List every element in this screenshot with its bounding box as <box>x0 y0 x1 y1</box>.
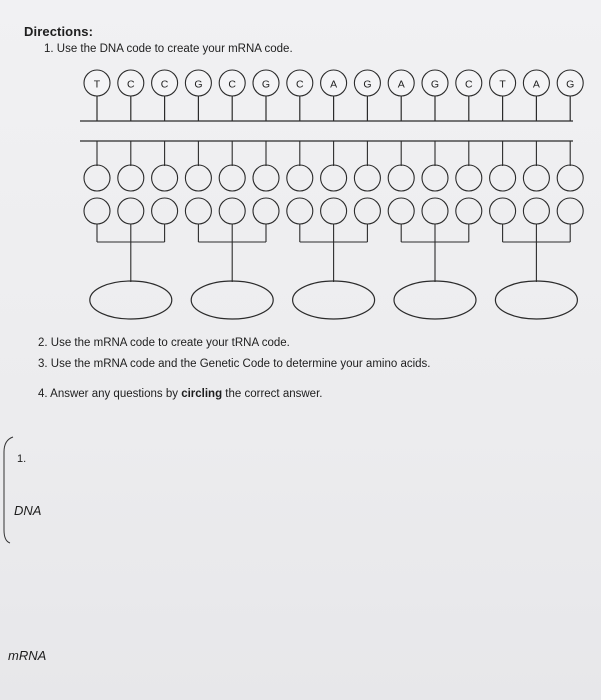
step-1-text: 1. Use the DNA code to create your mRNA code. <box>44 43 293 55</box>
trna-base-circle <box>152 198 178 224</box>
trna-base-circle <box>118 198 144 224</box>
amino-acid-ovals <box>90 262 578 319</box>
trna-base-circle <box>557 198 583 224</box>
dna-base-letter: G <box>261 78 271 91</box>
amino-acid-oval <box>191 281 273 319</box>
step-4-bold-word: circling <box>181 388 223 400</box>
trna-base-circle <box>253 198 279 224</box>
mrna-base-circle <box>219 165 245 191</box>
dna-base-letter: A <box>330 78 338 91</box>
directions-heading: Directions: <box>24 24 94 39</box>
dna-base-letter: T <box>93 78 101 91</box>
mrna-base-circle <box>253 165 279 191</box>
mrna-base-circle <box>523 165 549 191</box>
step-4-prefix: 4. Answer any questions by <box>38 388 182 400</box>
trna-base-circle <box>321 198 347 224</box>
trna-base-circle <box>456 198 482 224</box>
dna-base-letter: G <box>430 78 440 91</box>
trna-base-circle <box>422 198 448 224</box>
step-4-text <box>38 388 322 400</box>
dna-strand <box>84 70 583 121</box>
mrna-base-circle <box>422 165 448 191</box>
dna-base-letter: C <box>127 78 135 91</box>
mrna-base-circle <box>152 165 178 191</box>
dna-base-letter: G <box>194 78 203 91</box>
trna-base-circle <box>354 198 380 224</box>
dna-base-letter: C <box>160 78 169 91</box>
step-2-text: 2. Use the mRNA code to create your tRNA code. <box>38 337 290 349</box>
dna-base-letter: A <box>532 78 540 91</box>
mrna-base-circle <box>557 165 583 191</box>
mrna-base-circle <box>84 165 110 191</box>
mrna-base-circle <box>490 165 516 191</box>
dna-base-letter: G <box>363 78 372 91</box>
step-3-text: 3. Use the mRNA code and the Genetic Code to determine your amino acids. <box>38 358 431 370</box>
mrna-base-circle <box>321 165 347 191</box>
trna-base-circle <box>523 198 549 224</box>
trna-base-circle <box>185 198 211 224</box>
dna-base-letter: C <box>465 78 473 91</box>
trna-base-circle <box>388 198 414 224</box>
dna-label: DNA <box>14 503 42 518</box>
trna-strand <box>84 198 583 262</box>
trna-base-circle <box>287 198 313 224</box>
step-4-suffix: the correct answer. <box>222 388 323 400</box>
dna-base-letter: T <box>499 78 506 91</box>
dna-base-letter: A <box>397 78 405 91</box>
amino-acid-oval <box>495 281 577 319</box>
amino-acid-oval <box>90 281 172 319</box>
dna-base-letter: C <box>228 78 236 91</box>
mrna-base-circle <box>456 165 482 191</box>
dna-mrna-trna-diagram <box>0 0 601 330</box>
trna-base-circle <box>84 198 110 224</box>
dna-base-letter: C <box>296 78 304 91</box>
amino-acid-oval <box>293 281 375 319</box>
dna-base-letter: G <box>566 78 575 91</box>
mrna-strand <box>80 141 583 191</box>
mrna-label: mRNA <box>8 648 47 663</box>
mrna-base-circle <box>287 165 313 191</box>
question-number: 1. <box>17 453 27 465</box>
left-bracket <box>0 0 20 700</box>
amino-acid-oval <box>394 281 476 319</box>
mrna-base-circle <box>388 165 414 191</box>
mrna-base-circle <box>118 165 144 191</box>
trna-base-circle <box>490 198 516 224</box>
mrna-base-circle <box>185 165 211 191</box>
trna-base-circle <box>219 198 245 224</box>
mrna-base-circle <box>354 165 380 191</box>
